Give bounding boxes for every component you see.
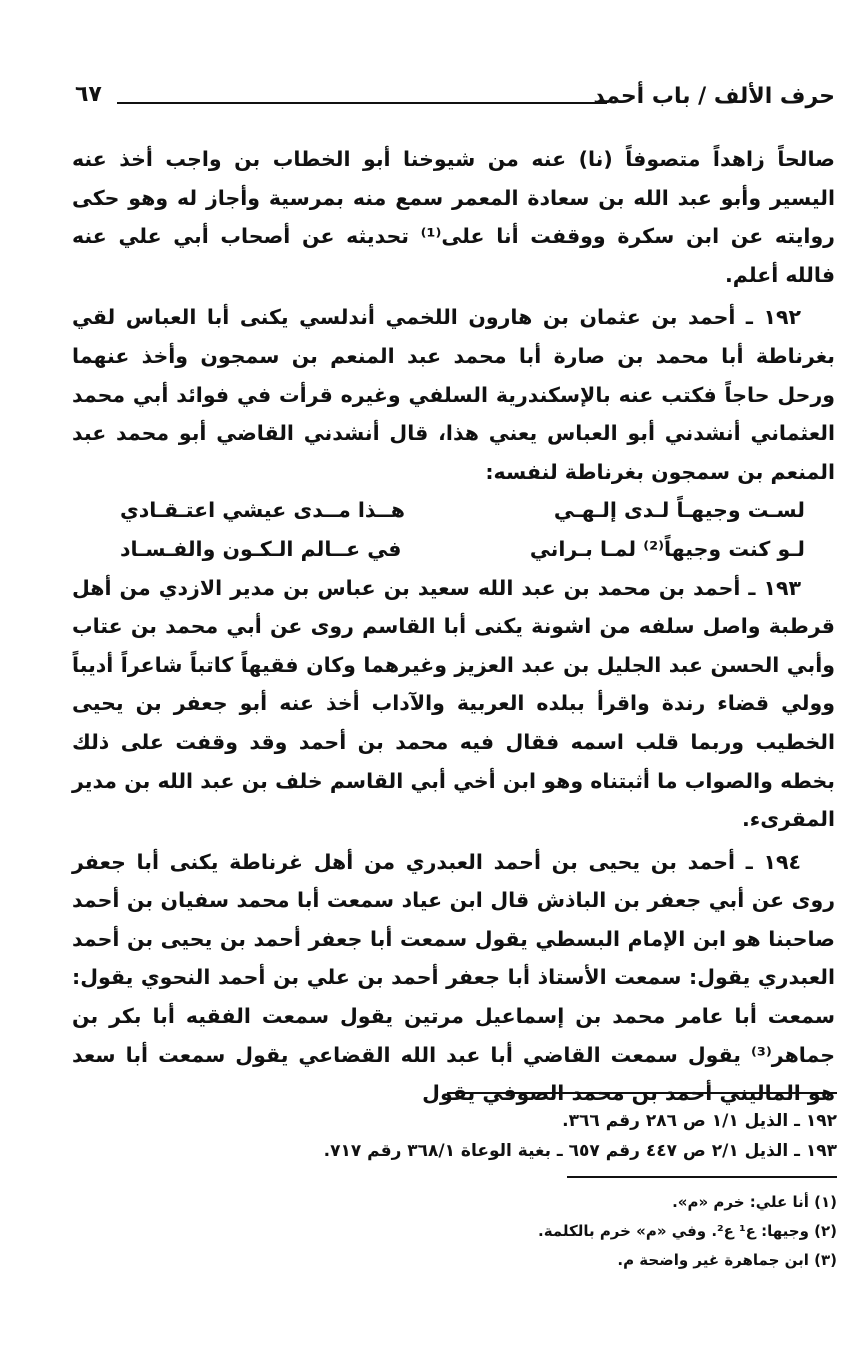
footnote-2: (٢) وجيها: ع¹ ع². وفي «م» خرم بالكلمة. bbox=[538, 1222, 837, 1240]
footnotes-separator bbox=[567, 1176, 837, 1178]
source-references bbox=[80, 1092, 837, 1166]
verse-1-second-hemistich: هــذا مــدى عيشي اعتـقـادي bbox=[120, 498, 405, 523]
footnote-3: (٣) ابن جماهرة غير واضحة م. bbox=[617, 1251, 837, 1269]
verse-1-first-hemistich: لسـت وجيهـاً لـدى إلـهـي bbox=[553, 498, 805, 523]
verse-line-1 bbox=[72, 491, 835, 530]
entry-194: ١٩٤ ـ أحمد بن يحيى بن أحمد العبدري من أهل غرناطة يكنى أبا جعفر روى عن أبي جعفر بن الباذش قال ابن عياد سمعت أبا محمد سفيان بن أحمد صاحبنا هو ابن الإمام البسطي يقول سمعت أبا جعفر أحمد بن يحيى بن أحمد العبدري يقول: سمعت الأستاذ أبا جعفر أحمد بن علي بن أحمد النحوي يقول: سمعت أبا عامر محمد بن إسماعيل مرتين يقول سمعت الفقيه أبا بكر بن جماهر⁽³⁾ يقول سمعت القاضي أبا عبد الله القضاعي يقول سمعت أبا سعد هو الماليني أحمد بن محمد الصوفي يقول bbox=[72, 849, 835, 1106]
verse-2-first-hemistich: لـو كنت وجيهاً⁽²⁾ لمـا بـراني bbox=[529, 536, 805, 561]
footnote-1: (١) أنا علي: خرم «م». bbox=[672, 1193, 837, 1211]
verse-line-2 bbox=[72, 530, 835, 569]
running-title: حرف الألف / باب أحمد bbox=[593, 84, 835, 109]
page-header bbox=[75, 84, 835, 120]
entry-193: ١٩٣ ـ أحمد بن محمد بن عبد الله سعيد بن عباس بن مدير الازدي من أهل قرطبة واصل سلفه من اشونة يكنى أبا القاسم روى عن أبي محمد بن عتاب وأبي الحسن عبد الجليل بن عبد العزيز وغيرهما وكان فقيهاً كاتباً شاعراً أديباً وولي قضاء رندة واقرأ ببلده العربية والآداب أخذ عنه أبو جعفر بن يحيى الخطيب وربما قلب اسمه فقال فيه محمد بن أحمد وقد وقفت على ذلك بخطه والصواب ما أثبتناه وهو ابن أخي أبي القاسم خلف بن عبد الله بن مدير المقرىء. bbox=[72, 575, 835, 832]
footnotes bbox=[80, 1176, 837, 1275]
source-ref-193: ١٩٣ ـ الذيل ٢/١ ص ٤٤٧ رقم ٦٥٧ ـ بغية الوعاة ٣٦٨/١ رقم ٧١٧. bbox=[323, 1141, 837, 1161]
entry-192: ١٩٢ ـ أحمد بن عثمان بن هارون اللخمي أندلسي يكنى أبا العباس لقي بغرناطة أبا محمد بن صارة أبا محمد عبد المنعم بن سمجون وأخذ عنهما ورحل حاجاً فكتب عنه بالإسكندرية السلفي وغيره قرأت في فوائد أبي محمد العثماني أنشدني أبو العباس يعني هذا، قال أنشدني القاضي أبو محمد عبد المنعم بن سمجون بغرناطة لنفسه: bbox=[72, 305, 835, 484]
sources-separator bbox=[447, 1092, 837, 1094]
verse-2-second-hemistich: في عــالم الـكـون والفـسـاد bbox=[120, 536, 402, 561]
page-number: ٦٧ bbox=[75, 82, 102, 107]
paragraph-continuation: صالحاً زاهداً متصوفاً (نا) عنه من شيوخنا أبو الخطاب بن واجب أخذ عنه اليسير وأبو عبد الله بن سعادة المعمر سمع منه بمرسية وأجاز له وهو حكى روايته عن ابن سكرة ووقفت أنا على⁽¹⁾ تحديثه عن أصحاب أبي علي عنه فالله أعلم. bbox=[72, 147, 835, 287]
main-text bbox=[72, 140, 835, 1113]
source-ref-192: ١٩٢ ـ الذيل ١/١ ص ٢٨٦ رقم ٣٦٦. bbox=[562, 1111, 837, 1131]
header-rule bbox=[117, 102, 607, 104]
